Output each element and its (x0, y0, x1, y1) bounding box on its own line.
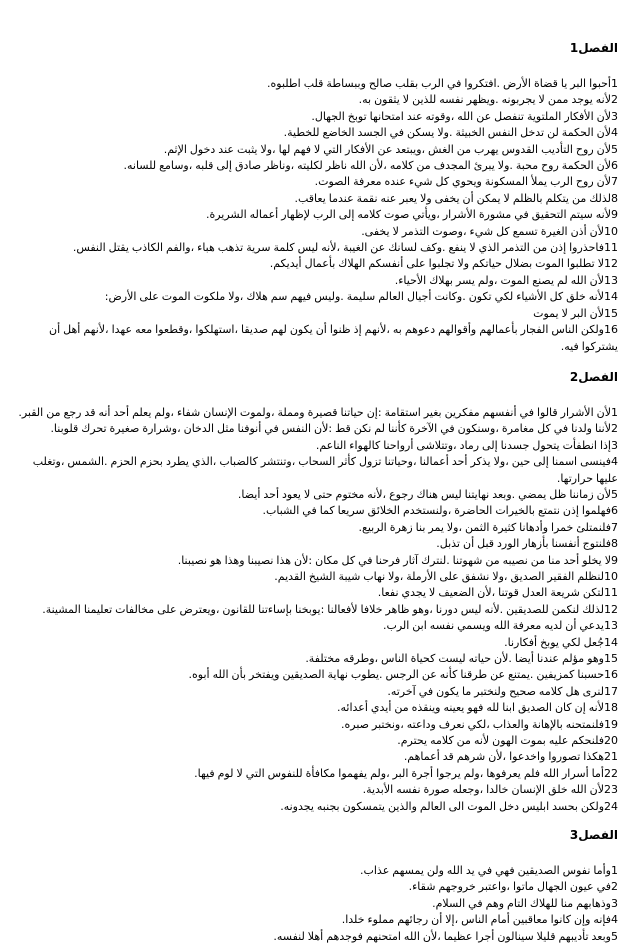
verse-text: فلنمتلئ خمرا وأدهانا كثيرة الثمن ،ولا يمر بنا زهرة الربيع. (358, 520, 611, 534)
verse-number: 16 (604, 668, 618, 682)
verse-number: 2 (611, 422, 618, 436)
verse-number: 5 (611, 929, 618, 943)
verse-text: حسبنا كمزيفين .يمتنع عن طرقنا كأنه عن الرجس .يطوب نهاية الصديقين ويفتخر بأن الله أبوه. (188, 668, 604, 682)
verse-number: 14 (604, 635, 618, 649)
verse-text: لا يخلو أحد منا من نصيبه من شهوتنا .لنترك آثار فرحنا في كل مكان :لأن هذا نصيبنا وهذا هو نصيبنا. (177, 553, 611, 567)
verse (14, 520, 618, 536)
verse-list (14, 405, 618, 815)
verse (14, 421, 618, 437)
verse-text: لأنه خلق كل الأشياء لكي تكون .وكانت أجيال العالم سليمة .وليس فيهم سم هلاك ،ولا ملكوت الموت على الأرض: (104, 290, 604, 304)
verse-number: 22 (604, 766, 618, 780)
verse-number: 19 (604, 717, 618, 731)
verse-text: لا تطلبوا الموت بضلال حياتكم ولا تجلبوا على أنفسكم الهلاك بأعمال أيديكم. (269, 257, 604, 271)
verse-number: 9 (611, 208, 618, 222)
verse-text: فينسى اسمنا إلى حين ،ولا يذكر أحد أعمالنا ،وحياتنا تزول كأثر السحاب ،وتنتشر كالضباب ،الذي يطرد بحزم الحزم .الشمس ،وتغلب عليها حرارتها. (32, 455, 618, 485)
verse-number: 6 (611, 159, 618, 173)
verse (14, 618, 618, 634)
verse-number: 15 (604, 652, 618, 665)
verse-text: أحبوا البر يا قضاة الأرض .افتكروا في الرب بقلب صالح وببساطة قلب اطلبوه. (267, 77, 611, 90)
verse (14, 191, 618, 207)
verse-text: لأن زماننا ظل يمضي .وبعد نهايتنا ليس هناك رجوع ،لأنه مختوم حتى لا يعود أحد أيضا. (237, 487, 611, 501)
verse-number: 4 (611, 455, 618, 469)
verse (14, 700, 618, 716)
verse-text: لأن البر لا يموت (533, 306, 604, 320)
verse-text: إذا انطفأت يتحول جسدنا إلى رماد ،وتتلاشى أرواحنا كالهواء الناعم. (315, 438, 611, 452)
verse-list (14, 863, 618, 945)
chapter-title: الفصل1 (569, 41, 618, 55)
verse-number: 9 (611, 553, 618, 567)
verse (14, 405, 618, 421)
verse-text: لأن الحكمة لن تدخل النفس الخبيثة .ولا يسكن في الجسد الخاضع للخطية. (283, 126, 611, 140)
verse-number: 10 (604, 224, 618, 238)
verse-text: أما أسرار الله فلم يعرفوها ،ولم يرجوا أجرة البر ،ولم يفهموا مكافأة للنفوس التي لا لوم فيها. (194, 766, 604, 780)
verse (14, 667, 618, 683)
verse (14, 240, 618, 256)
verse-text: لأنه سيتم التحقيق في مشورة الأشرار ،ويأتي صوت كلامه إلى الرب لإظهار أعماله الشريرة. (205, 208, 611, 222)
verse-number: 6 (611, 504, 618, 518)
verse-number: 20 (604, 734, 618, 748)
verse-number: 2 (611, 93, 618, 107)
verse-text: لأن الله خلق الإنسان خالدا ،وجعله صورة نفسه الأبدية. (362, 783, 604, 797)
verse (14, 438, 618, 454)
verse-number: 4 (611, 913, 618, 927)
verse (14, 92, 618, 108)
verse-number: 7 (611, 175, 618, 189)
verse-number: 21 (604, 750, 618, 764)
verse-number: 16 (604, 323, 618, 337)
verse-text: فإنه وإن كانوا معاقبين أمام الناس ،إلا أن رجائهم مملوء خلدا. (341, 913, 611, 927)
verse-number: 8 (611, 191, 618, 205)
verse (14, 553, 618, 569)
verse-number: 7 (611, 520, 618, 534)
verse (14, 585, 618, 601)
verse-text: لأنه يوجد ممن لا يجربونه .ويظهر نفسه للذين لا يثقون به. (358, 93, 611, 107)
verse-number: 1 (611, 405, 618, 419)
verse-text: لأن روح التأديب القدوس يهرب من الغش ،ويبتعد عن الأفكار التي لا فهم لها ،ولا يثبت عند دخول الإثم. (163, 142, 611, 156)
verse-text: فلنمتحنه بالإهانة والعذاب ،لكي نعرف وداعته ،ونختبر صبره. (341, 717, 604, 731)
verse-text: لتكن شريعة العدل قوتنا ،لأن الضعيف لا يجدي نفعا. (377, 586, 604, 600)
verse-list (14, 76, 618, 355)
verse (14, 273, 618, 289)
verse-text: هكذا تصوروا واخدعوا ،لأن شرهم قد أعماهم. (403, 750, 604, 764)
verse (14, 76, 618, 92)
verse (14, 125, 618, 141)
verse-number: 23 (604, 783, 618, 797)
verse (14, 651, 618, 667)
verse-text: وهو مؤلم عندنا أيضا .لأن حياته ليست كحياة الناس ،وطرقه مختلفة. (305, 652, 604, 665)
verse (14, 749, 618, 765)
verse-number: 14 (604, 290, 618, 304)
verse (14, 503, 618, 519)
verse-number: 17 (604, 684, 618, 698)
verse (14, 487, 618, 503)
verse-number: 18 (604, 701, 618, 715)
verse-number: 12 (604, 602, 618, 616)
verse-text: فهلموا إذن نتمتع بالخيرات الحاضرة ،ولنستخدم الخلائق سريعا كما في الشباب. (262, 504, 611, 518)
verse-text: وأما نفوس الصديقين فهي في يد الله ولن يمسهم عذاب. (360, 864, 611, 878)
verse-number: 3 (611, 896, 618, 910)
verse-text: في عيون الجهال ماتوا ،واعتبر خروجهم شقاء. (408, 880, 611, 894)
verse (14, 322, 618, 355)
verse-number: 5 (611, 142, 618, 156)
verse-number: 3 (611, 438, 618, 452)
verse (14, 733, 618, 749)
verse-text: لذلك من يتكلم بالظلم لا يمكن أن يخفى ولا يعبر عنه نقمة عندما يعاقب. (294, 191, 611, 205)
verse (14, 635, 618, 651)
verse (14, 896, 618, 912)
chapter-3 (14, 827, 618, 945)
chapter-1 (14, 40, 618, 355)
verse-text: وذهابهم منا للهلاك التام وهم في السلام. (432, 896, 611, 910)
verse (14, 879, 618, 895)
verse (14, 912, 618, 928)
chapter-title: الفصل2 (569, 369, 618, 384)
verse-text: لأن الأفكار الملتوية تنفصل عن الله ،وقوته عند امتحانها توبخ الجهال. (311, 109, 611, 123)
verse (14, 569, 618, 585)
verse (14, 142, 618, 158)
verse (14, 174, 618, 190)
verse-text: لأننا ولدنا في كل مغامرة ،وسنكون في الآخرة كأننا لم نكن قط :لأن النفس في أنوفنا مثل الدخان ،وشرارة صغيرة تحرك قلوبنا. (50, 422, 611, 436)
verse-text: لنظلم الفقير الصديق ،ولا نشفق على الأرملة ،ولا نهاب شيبة الشيخ القديم. (274, 569, 604, 583)
verse-number: 12 (604, 257, 618, 271)
verse-text: ولكن بحسد ابليس دخل الموت الى العالم والذين يتمسكون بجنبه يجدونه. (280, 799, 604, 813)
verse-number: 13 (604, 619, 618, 633)
chapter-2 (14, 369, 618, 815)
verse (14, 454, 618, 487)
chapter-title: الفصل3 (569, 828, 618, 843)
verse-number: 10 (604, 569, 618, 583)
verse-text: لأنه إن كان الصديق ابنا لله فهو يعينه وينقذه من أيدي أعدائه. (336, 701, 604, 715)
verse-text: لأن روح الرب يملأ المسكونة ويحوي كل شيء عنده معرفة الصوت. (314, 175, 611, 189)
verse (14, 782, 618, 798)
verse-text: جُعل لكي يوبخ أفكارنا. (504, 635, 604, 649)
verse-number: 11 (604, 586, 618, 600)
verse-text: لأن أذن الغيرة تسمع كل شيء ،وصوت التذمر لا يخفى. (361, 224, 604, 238)
verse (14, 766, 618, 782)
verse (14, 158, 618, 174)
verse-text: وبعد تأديبهم قليلا سينالون أجرا عظيما ،لأن الله امتحنهم فوجدهم أهلا لنفسه. (273, 929, 611, 943)
verse-number: 2 (611, 880, 618, 894)
verse (14, 717, 618, 733)
verse-number: 8 (611, 537, 618, 551)
verse-number: 1 (611, 864, 618, 878)
verse-number: 13 (604, 273, 618, 287)
verse (14, 224, 618, 240)
verse-text: يدعي أن لديه معرفة الله ويسمي نفسه ابن الرب. (382, 619, 604, 633)
verse-text: لنرى هل كلامه صحيح ولنختبر ما يكون في آخرته. (387, 684, 604, 698)
verse-number: 24 (604, 799, 618, 813)
verse-number: 11 (604, 241, 618, 255)
verse-text: لأن الله لم يصنع الموت ،ولم يسر بهلاك الأحياء. (394, 273, 604, 287)
verse-text: لأن الحكمة روح محبة .ولا يبرئ المجدف من كلامه ،لأن الله ناظر لكليته ،وناظر صادق إلى قلبه ،وسامع للسانه. (123, 159, 611, 173)
verse-text: ولكن الناس الفجار بأعمالهم وأقوالهم دعوهم به ،لأنهم إذ ظنوا أن يكون لهم صديقا ،استهلكوا ،وقطعوا معه عهدا ،لأنهم أهل أن يشتركوا فيه. (49, 323, 618, 353)
verse (14, 109, 618, 125)
verse (14, 536, 618, 552)
verse-number: 15 (604, 306, 618, 320)
verse (14, 929, 618, 945)
verse-text: فلنتوج أنفسنا بأزهار الورد قبل أن تذبل. (436, 537, 611, 551)
verse (14, 289, 618, 305)
verse-text: فاحذروا إذن من التذمر الذي لا ينفع .وكف لسانك عن الغيبة ،لأنه ليس كلمة سرية تذهب هباء ،والفم الكاذب يقتل النفس. (72, 241, 604, 255)
verse-number: 5 (611, 487, 618, 501)
verse (14, 799, 618, 815)
verse-number: 3 (611, 109, 618, 123)
verse (14, 207, 618, 223)
verse-text: لأن الأشرار قالوا في أنفسهم مفكرين بغير استقامة :إن حياتنا قصيرة ومملة ،ولموت الإنسان شفاء ،ولم يعلم أحد أنه قد رجع من القبر. (18, 405, 611, 419)
verse-number: 4 (611, 126, 618, 140)
verse-number: 1 (611, 77, 618, 90)
verse (14, 602, 618, 618)
verse-text: فلنحكم عليه بموت الهون لأنه من كلامه يحترم. (397, 734, 604, 748)
verse (14, 306, 618, 322)
verse (14, 256, 618, 272)
verse-text: لذلك لنكمن للصديقين .لأنه ليس دورنا ،وهو ظاهر خلافا لأفعالنا :يوبخنا بإساءتنا للقانون ،ويعترض على مخالفات تعليمنا المشينة. (42, 602, 604, 616)
verse (14, 684, 618, 700)
verse (14, 863, 618, 879)
